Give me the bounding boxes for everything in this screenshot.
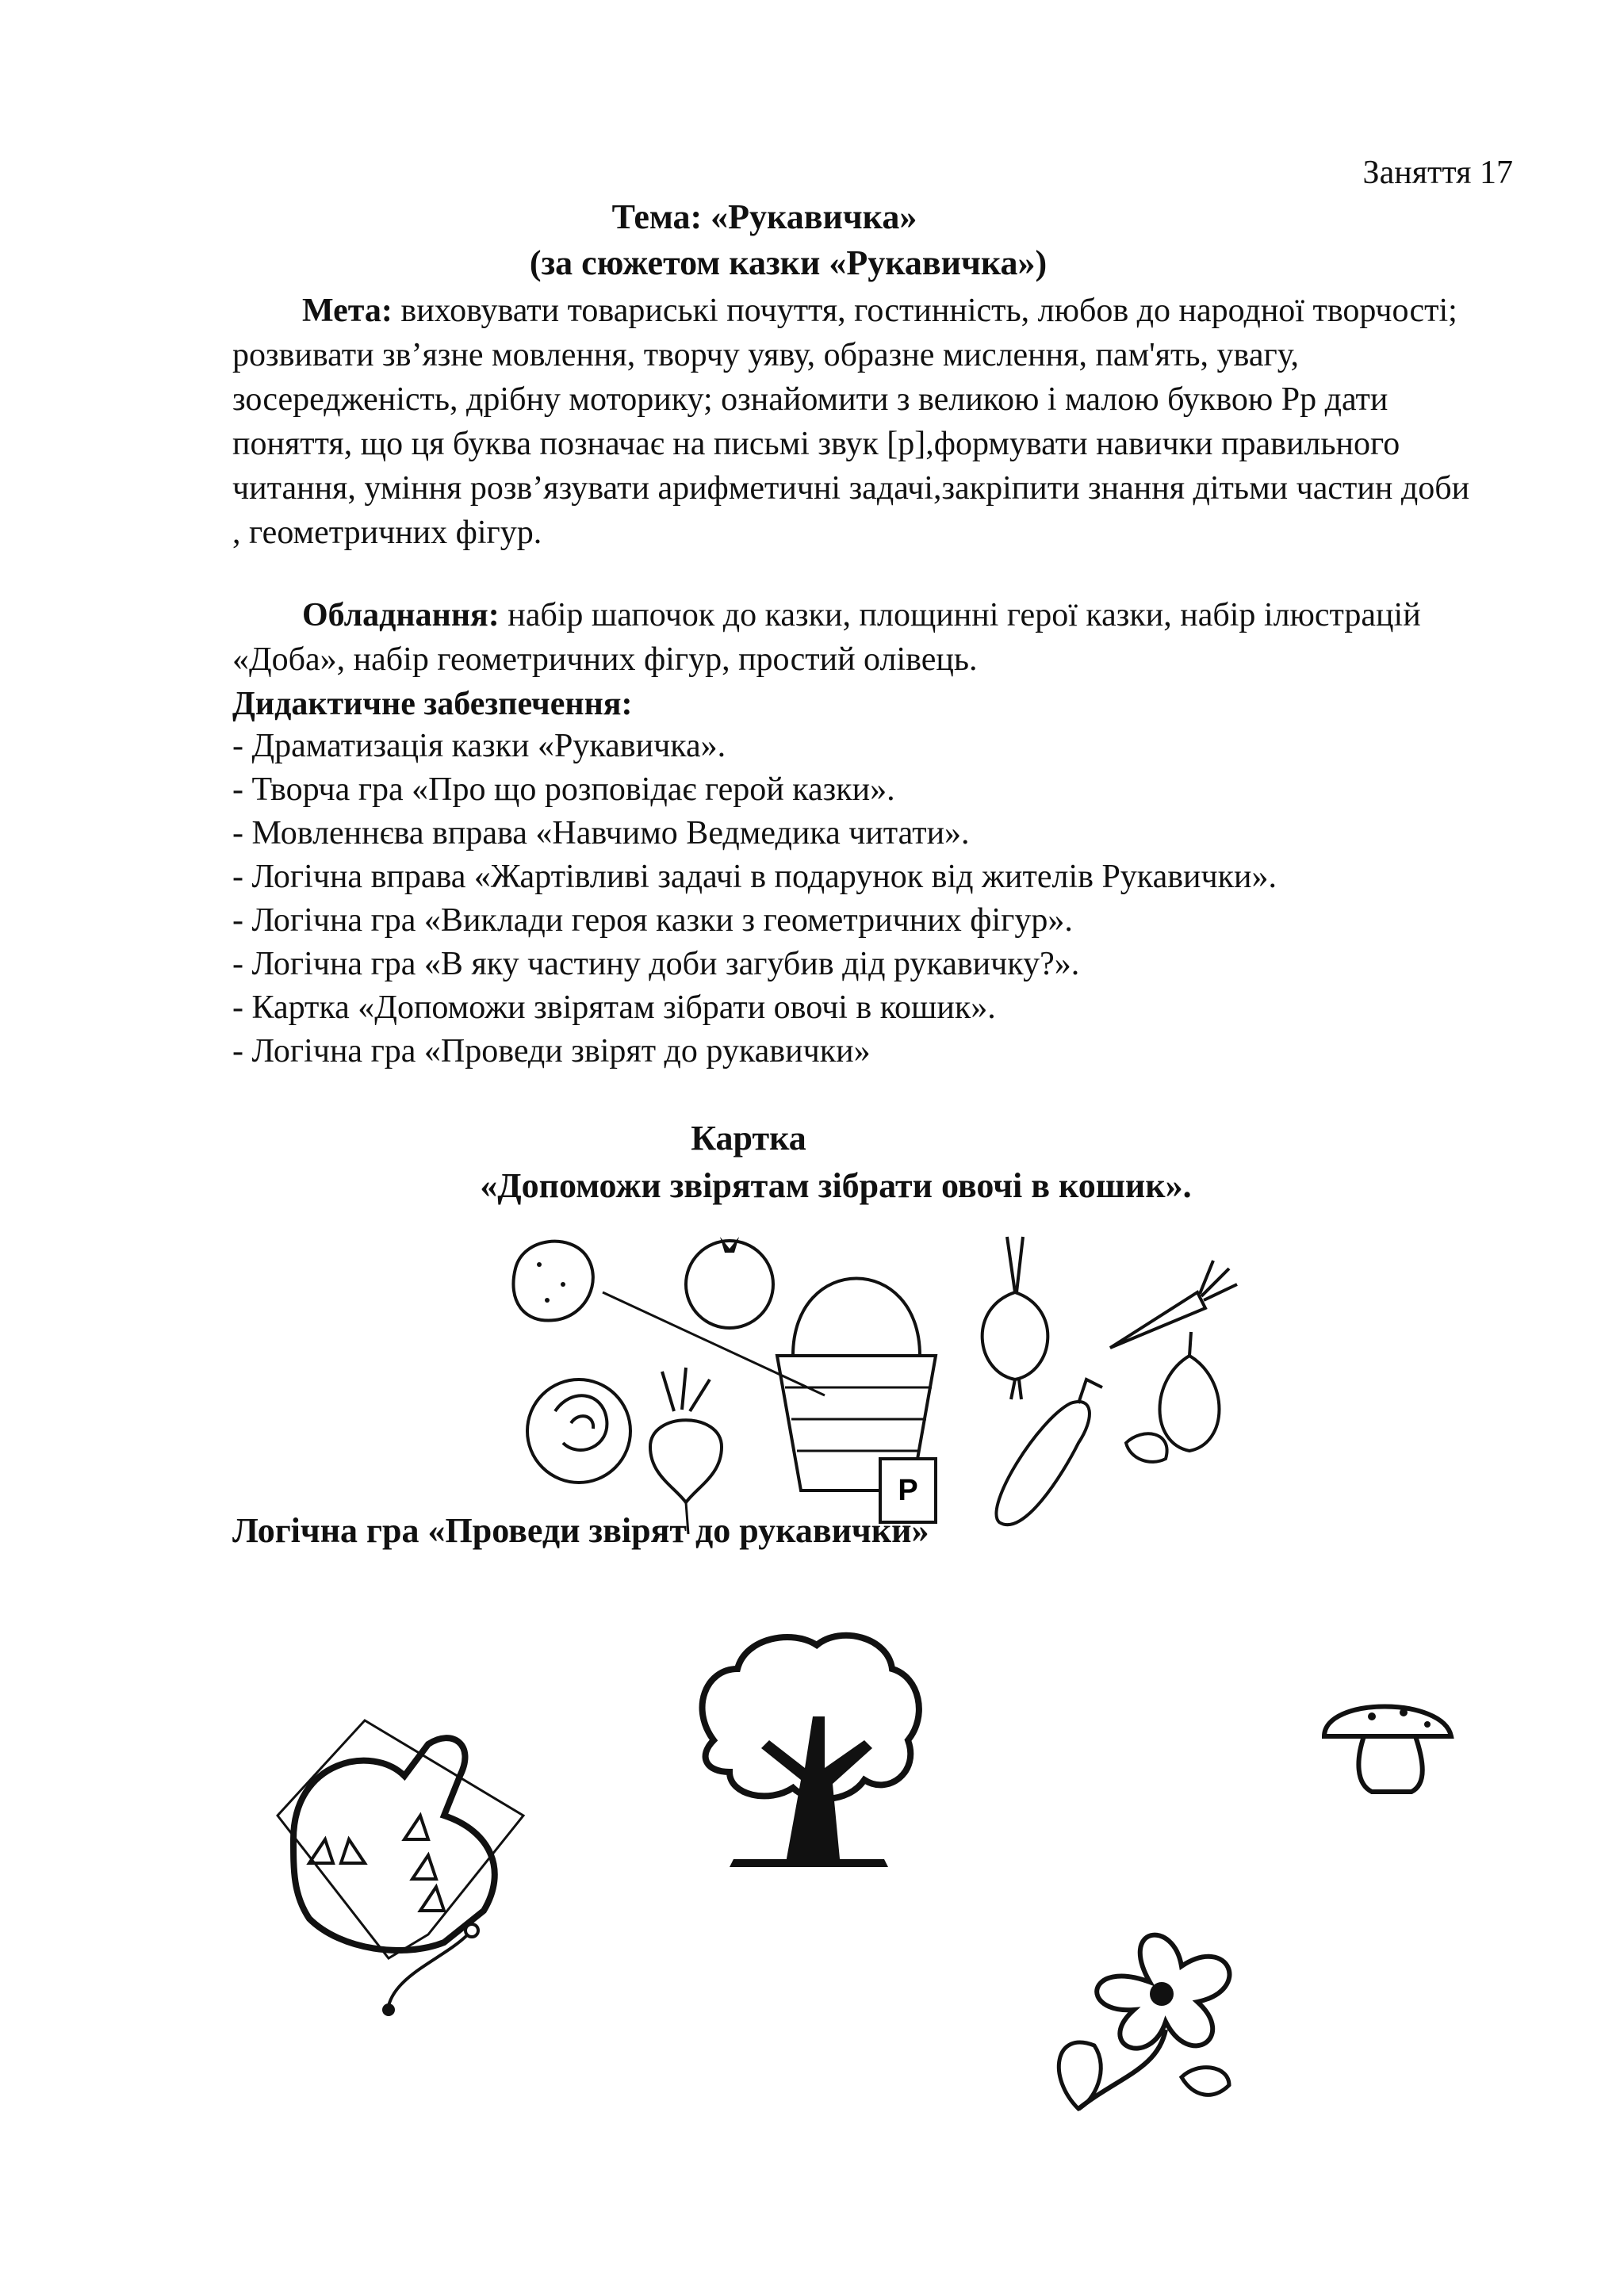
didactic-list — [232, 725, 1580, 1073]
basket-icon — [777, 1279, 936, 1523]
equipment-label: Обладнання: — [302, 597, 500, 633]
cucumber-icon — [996, 1380, 1102, 1525]
list-item: - Логічна гра «Проведи звірят до рукавички» — [232, 1033, 871, 1070]
list-item: - Творча гра «Про що розповідає герой казки». — [232, 771, 895, 808]
card-subtitle: «Допоможи звірятам зібрати овочі в кошик». — [480, 1166, 1192, 1205]
list-item: - Картка «Допоможи звірятам зібрати овочі в кошик». — [232, 989, 996, 1026]
equipment-text: набір шапочок до казки, площинні герої казки, набір ілюстрацій «Доба», набір геометричних фігур, простий олівець. — [232, 597, 1421, 678]
carrot-icon — [1110, 1261, 1237, 1348]
cabbage-icon — [527, 1380, 630, 1483]
tomato-icon — [686, 1237, 773, 1328]
game-title: Логічна гра «Проведи звірят до рукавички» — [232, 1511, 929, 1550]
mushroom-icon — [1316, 1665, 1459, 1808]
beet-icon — [650, 1368, 722, 1534]
goal-label: Мета: — [302, 293, 393, 329]
didactic-label: Дидактичне забезпечення: — [232, 686, 633, 722]
list-item: - Логічна гра «В яку частину доби загубив дід рукавичку?». — [232, 946, 1080, 982]
goal-text: виховувати товариські почуття, гостинність, любов до народної творчості; розвивати зв’язне мовлення, творчу уяву, образне мислення, пам'ять, увагу, зосередженість, дрібну моторику; ознайомити з великою і малою буквою Рр дати поняття, що ця буква позначає на письмі звук [р],формувати навички правильного читання, уміння розв’язувати арифметичні задачі,закріпити знання дітьми частин доби , геометричних фігур. — [232, 293, 1470, 551]
topic-title: Тема: «Рукавичка» — [611, 197, 917, 236]
connecting-line — [603, 1292, 825, 1395]
mitten-icon — [270, 1697, 539, 2030]
list-item: - Мовленнєва вправа «Навчимо Ведмедика читати». — [232, 815, 970, 851]
potato-icon — [513, 1242, 592, 1321]
topic-subtitle: (за сюжетом казки «Рукавичка») — [529, 243, 1048, 282]
list-item: - Логічна гра «Виклади героя казки з геометричних фігур». — [232, 902, 1073, 939]
card-title: Картка — [691, 1119, 806, 1158]
lesson-number: Заняття 17 — [1362, 155, 1513, 191]
basket-letter: Р — [898, 1474, 918, 1507]
goal-paragraph — [232, 289, 1485, 555]
onion-icon — [982, 1237, 1048, 1399]
garlic-icon — [1126, 1332, 1220, 1462]
tree-icon — [682, 1621, 936, 1875]
list-item: - Логічна вправа «Жартівливі задачі в подарунок від жителів Рукавички». — [232, 859, 1277, 895]
list-item: - Драматизація казки «Рукавичка». — [232, 728, 726, 764]
vegetables-basket-illustration — [492, 1221, 1253, 1538]
equipment-paragraph — [232, 593, 1485, 682]
flower-icon — [1047, 1919, 1253, 2117]
